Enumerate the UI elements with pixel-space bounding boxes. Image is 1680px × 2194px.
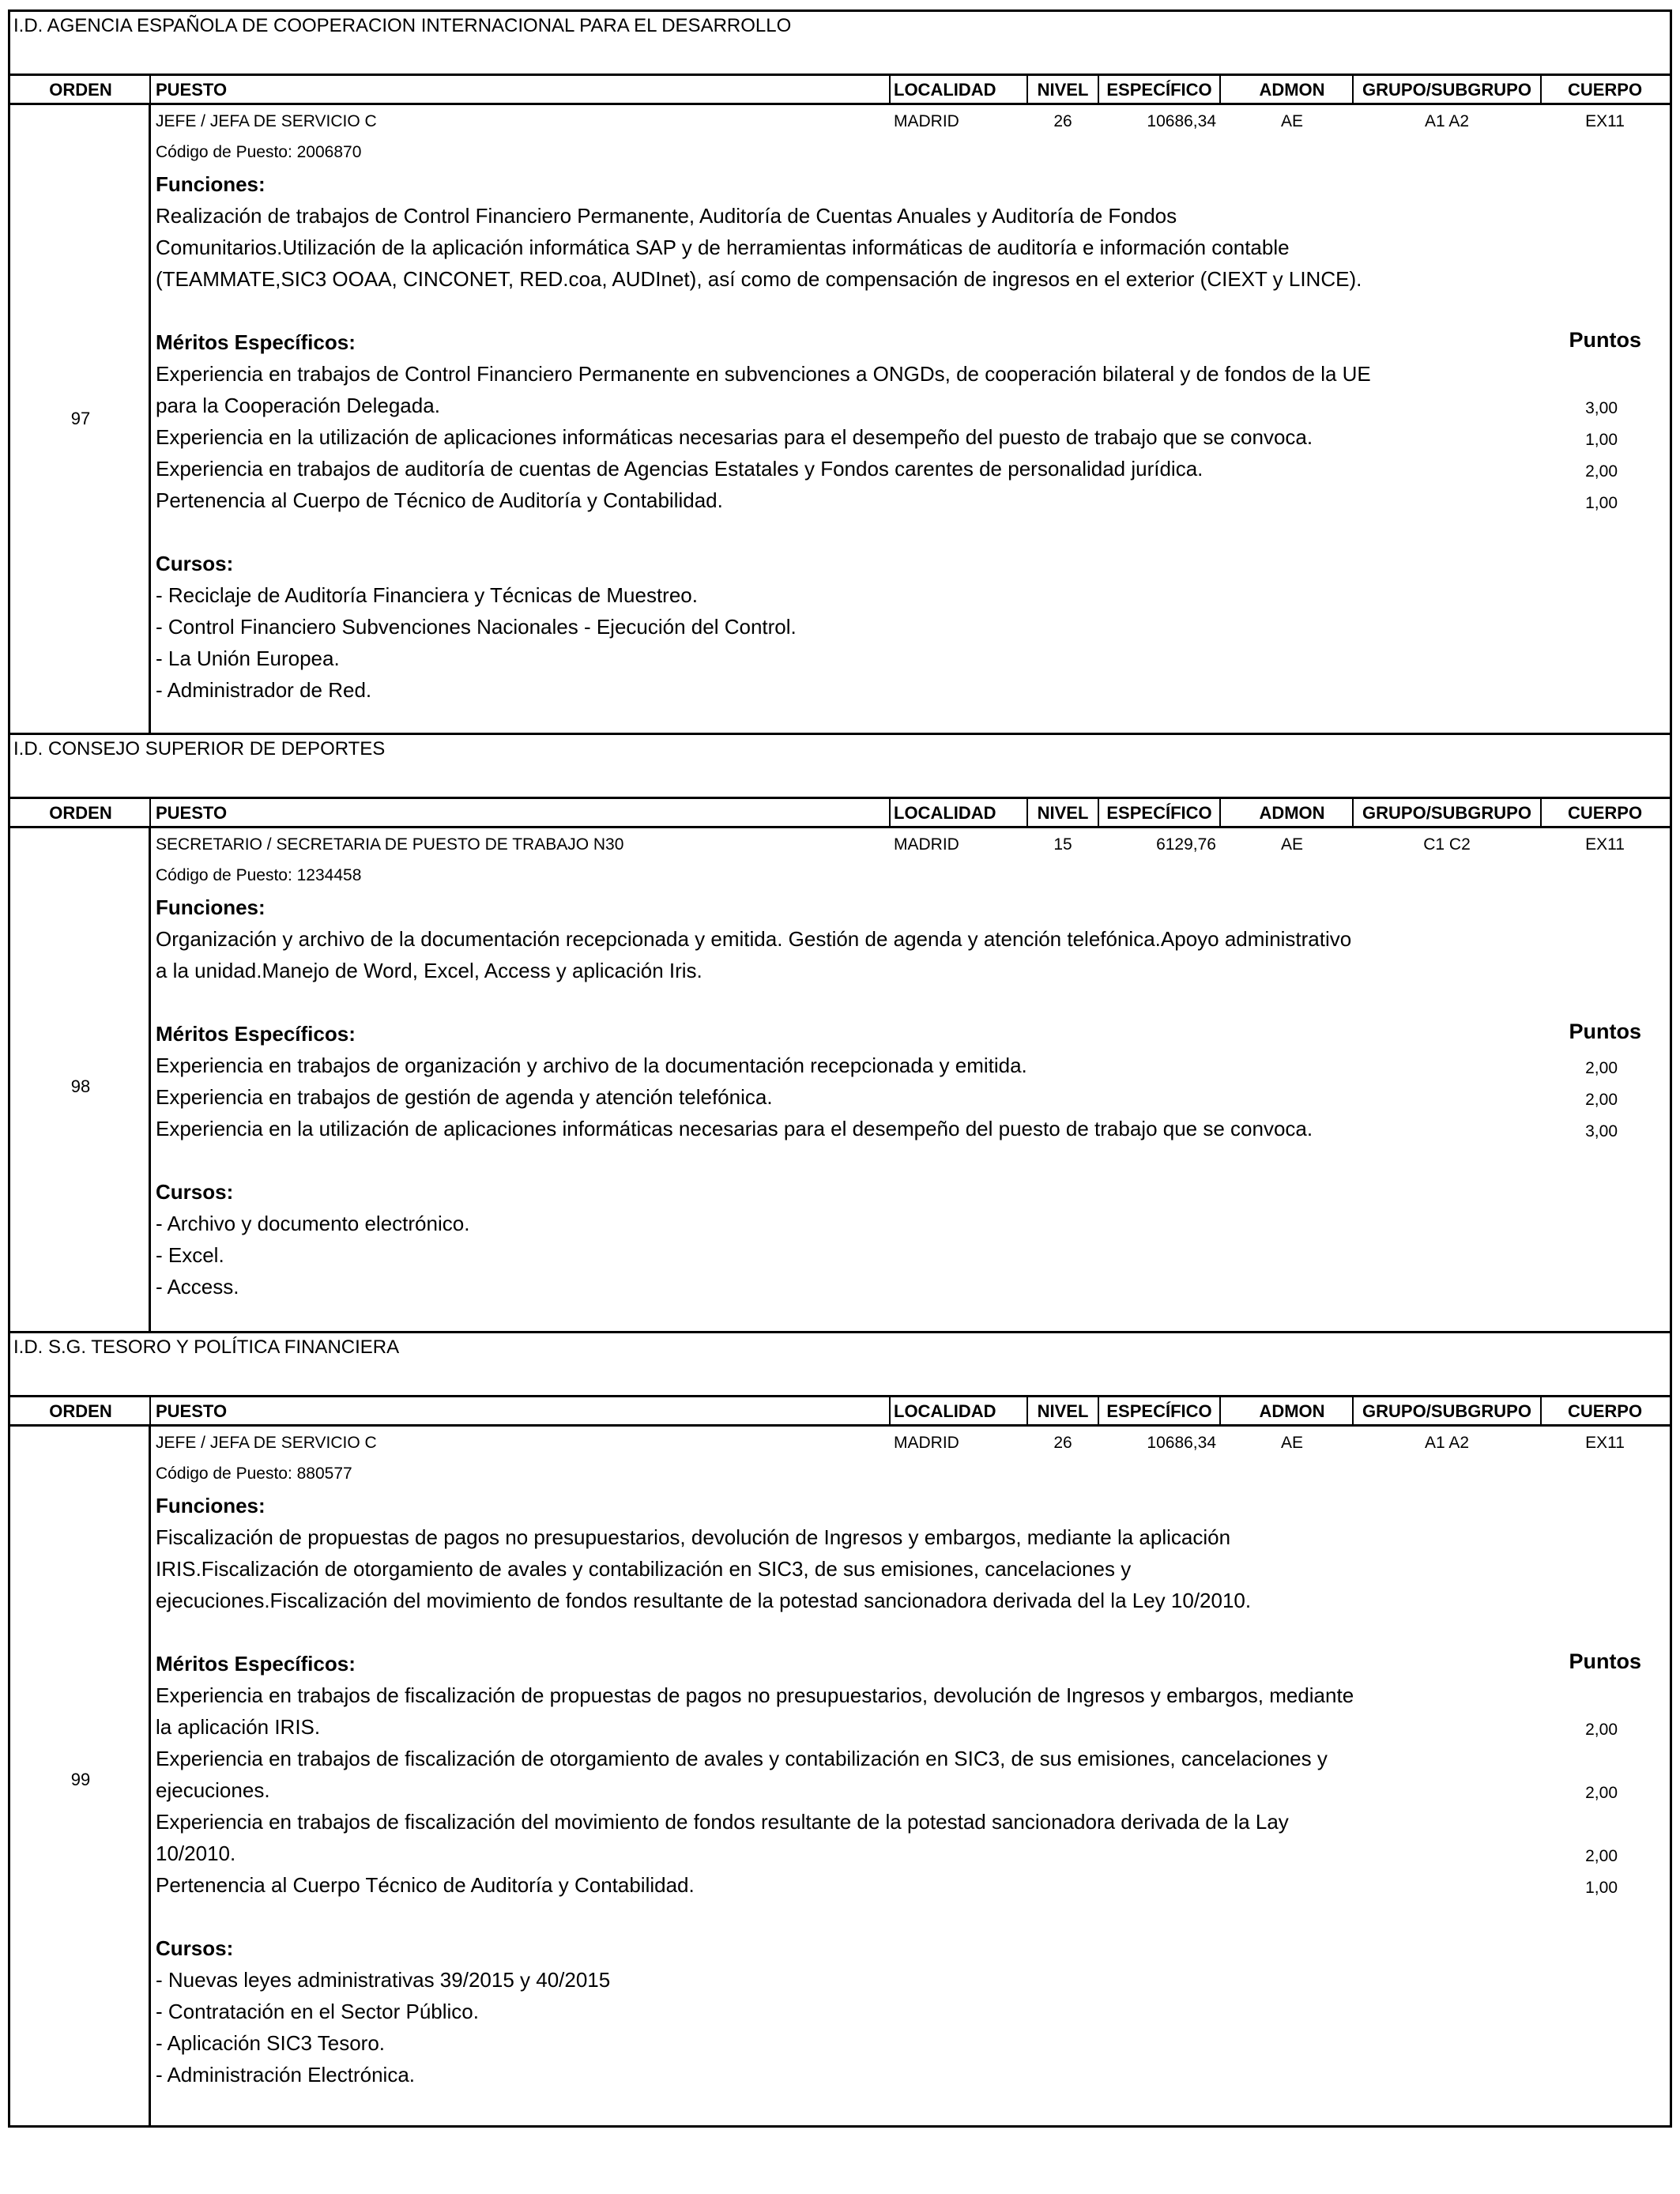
header-cuerpo: CUERPO xyxy=(1567,1401,1643,1421)
header-grupo: GRUPO/SUBGRUPO xyxy=(1362,803,1531,823)
merito-line: Experiencia en la utilización de aplicaciones informáticas necesarias para el desempeño del puesto de trabajo que se convoca. xyxy=(156,1117,1313,1140)
cuerpo-value: EX11 xyxy=(1585,835,1625,854)
header-puesto: PUESTO xyxy=(156,1401,228,1421)
admon-value: AE xyxy=(1280,1434,1303,1452)
merito-line: Experiencia en trabajos de gestión de agenda y atención telefónica. xyxy=(156,1085,773,1109)
header-nivel: NIVEL xyxy=(1037,80,1089,100)
header-admon: ADMON xyxy=(1259,1401,1325,1421)
curso-item: - La Unión Europea. xyxy=(156,647,340,670)
merito-puntos: 1,00 xyxy=(1585,431,1618,449)
meritos-heading: Méritos Específicos: xyxy=(156,330,356,354)
merito-line: Experiencia en trabajos de fiscalización de propuestas de pagos no presupuestarios, devolución de Ingresos y embargos, mediante xyxy=(156,1683,1354,1707)
funciones-line: ejecuciones.Fiscalización del movimiento de fondos resultante de la potestad sancionadora derivada del la Ley 10/2010. xyxy=(156,1589,1252,1612)
curso-item: - Control Financiero Subvenciones Nacionales - Ejecución del Control. xyxy=(156,615,797,639)
header-puesto: PUESTO xyxy=(156,80,228,100)
merito-line: ejecuciones. xyxy=(156,1778,270,1802)
puntos-heading: Puntos xyxy=(1569,328,1641,352)
nivel-value: 26 xyxy=(1053,1434,1072,1452)
curso-item: - Archivo y documento electrónico. xyxy=(156,1212,470,1235)
funciones-line: Organización y archivo de la documentación recepcionada y emitida. Gestión de agenda y atención telefónica.Apoyo administrativo xyxy=(156,927,1352,951)
funciones-line: (TEAMMATE,SIC3 OOAA, CINCONET, RED.coa, AUDInet), así como de compensación de ingresos en el exterior (CIEXT y LINCE). xyxy=(156,267,1362,291)
localidad-value: MADRID xyxy=(894,112,959,130)
column-header-row xyxy=(10,797,1670,828)
orden-number: 99 xyxy=(70,1770,91,1789)
funciones-heading: Funciones: xyxy=(156,895,266,919)
section-csd xyxy=(8,733,1672,1333)
merito-line: la aplicación IRIS. xyxy=(156,1715,321,1739)
merito-line: para la Cooperación Delegada. xyxy=(156,394,440,417)
header-orden: ORDEN xyxy=(49,80,112,100)
header-especifico: ESPECÍFICO xyxy=(1106,803,1212,823)
cuerpo-value: EX11 xyxy=(1585,112,1625,130)
especifico-value: 6129,76 xyxy=(1156,835,1216,854)
header-admon: ADMON xyxy=(1259,80,1325,100)
funciones-line: Realización de trabajos de Control Financiero Permanente, Auditoría de Cuentas Anuales y Auditoría de Fondos xyxy=(156,204,1177,228)
localidad-value: MADRID xyxy=(894,1434,959,1452)
header-localidad: LOCALIDAD xyxy=(894,1401,996,1421)
header-grupo: GRUPO/SUBGRUPO xyxy=(1362,80,1531,100)
header-nivel: NIVEL xyxy=(1037,803,1089,823)
curso-item: - Aplicación SIC3 Tesoro. xyxy=(156,2031,385,2055)
nivel-value: 26 xyxy=(1053,112,1072,130)
merito-puntos: 2,00 xyxy=(1585,1721,1618,1739)
merito-puntos: 2,00 xyxy=(1585,1091,1618,1109)
merito-line: Experiencia en trabajos de organización y archivo de la documentación recepcionada y emitida. xyxy=(156,1054,1027,1077)
codigo-puesto: Código de Puesto: 2006870 xyxy=(156,143,362,161)
column-header-row xyxy=(10,1395,1670,1427)
codigo-puesto: Código de Puesto: 880577 xyxy=(156,1465,352,1483)
header-cuerpo: CUERPO xyxy=(1567,803,1643,823)
merito-puntos: 1,00 xyxy=(1585,1879,1618,1897)
curso-item: - Excel. xyxy=(156,1243,224,1267)
orden-number: 97 xyxy=(70,409,91,428)
grupo-value: A1 A2 xyxy=(1424,1434,1470,1452)
details-block xyxy=(156,892,1499,1302)
puesto-name: JEFE / JEFA DE SERVICIO C xyxy=(156,1434,377,1452)
header-especifico: ESPECÍFICO xyxy=(1106,80,1212,100)
puntos-heading: Puntos xyxy=(1569,1649,1641,1673)
merito-line: Pertenencia al Cuerpo Técnico de Auditoría y Contabilidad. xyxy=(156,1873,695,1897)
cursos-heading: Cursos: xyxy=(156,1936,234,1960)
details-block xyxy=(156,1490,1499,2090)
merito-line: Experiencia en la utilización de aplicaciones informáticas necesarias para el desempeño del puesto de trabajo que se convoca. xyxy=(156,425,1313,449)
merito-puntos: 3,00 xyxy=(1585,399,1618,417)
merito-line: Experiencia en trabajos de Control Financiero Permanente en subvenciones a ONGDs, de cooperación bilateral y de fondos de la UE xyxy=(156,362,1371,386)
details-block xyxy=(156,168,1499,706)
admon-value: AE xyxy=(1280,112,1303,130)
funciones-line: Comunitarios.Utilización de la aplicación informática SAP y de herramientas informáticas de auditoría e información contable xyxy=(156,236,1290,259)
merito-line: Experiencia en trabajos de auditoría de cuentas de Agencias Estatales y Fondos carentes de personalidad jurídica. xyxy=(156,457,1203,481)
curso-item: - Administrador de Red. xyxy=(156,678,372,702)
funciones-line: a la unidad.Manejo de Word, Excel, Access y aplicación Iris. xyxy=(156,959,703,982)
header-admon: ADMON xyxy=(1259,803,1325,823)
merito-puntos: 1,00 xyxy=(1585,494,1618,512)
merito-puntos: 3,00 xyxy=(1585,1122,1618,1140)
organization-title: I.D. S.G. TESORO Y POLÍTICA FINANCIERA xyxy=(13,1336,400,1358)
grupo-value: C1 C2 xyxy=(1423,835,1471,854)
merito-line: Experiencia en trabajos de fiscalización del movimiento de fondos resultante de la potestad sancionadora derivada de la Lay xyxy=(156,1810,1289,1834)
funciones-heading: Funciones: xyxy=(156,1494,266,1517)
section-tesoro xyxy=(8,1331,1672,2128)
header-orden: ORDEN xyxy=(49,803,112,823)
admon-value: AE xyxy=(1280,835,1303,854)
puesto-name: JEFE / JEFA DE SERVICIO C xyxy=(156,112,377,130)
cursos-heading: Cursos: xyxy=(156,1180,234,1204)
header-especifico: ESPECÍFICO xyxy=(1106,1401,1212,1421)
funciones-heading: Funciones: xyxy=(156,172,266,196)
merito-line: Pertenencia al Cuerpo de Técnico de Auditoría y Contabilidad. xyxy=(156,488,723,512)
orden-number: 98 xyxy=(70,1076,91,1096)
funciones-line: IRIS.Fiscalización de otorgamiento de avales y contabilización en SIC3, de sus emisiones, cancelaciones y xyxy=(156,1557,1132,1581)
merito-line: 10/2010. xyxy=(156,1842,236,1865)
merito-puntos: 2,00 xyxy=(1585,1059,1618,1077)
curso-item: - Reciclaje de Auditoría Financiera y Técnicas de Muestreo. xyxy=(156,583,698,607)
merito-puntos: 2,00 xyxy=(1585,1784,1618,1802)
organization-title: I.D. AGENCIA ESPAÑOLA DE COOPERACION INTERNACIONAL PARA EL DESARROLLO xyxy=(13,15,792,36)
cursos-heading: Cursos: xyxy=(156,552,234,575)
merito-puntos: 2,00 xyxy=(1585,462,1618,481)
header-puesto: PUESTO xyxy=(156,803,228,823)
localidad-value: MADRID xyxy=(894,835,959,854)
curso-item: - Contratación en el Sector Público. xyxy=(156,2000,479,2023)
header-grupo: GRUPO/SUBGRUPO xyxy=(1362,1401,1531,1421)
section-aecid xyxy=(8,9,1672,735)
merito-puntos: 2,00 xyxy=(1585,1847,1618,1865)
puntos-heading: Puntos xyxy=(1569,1020,1641,1043)
curso-item: - Administración Electrónica. xyxy=(156,2063,416,2087)
especifico-value: 10686,34 xyxy=(1147,1434,1216,1452)
codigo-puesto: Código de Puesto: 1234458 xyxy=(156,866,362,884)
nivel-value: 15 xyxy=(1053,835,1072,854)
funciones-line: Fiscalización de propuestas de pagos no presupuestarios, devolución de Ingresos y embargos, mediante la aplicación xyxy=(156,1525,1231,1549)
curso-item: - Nuevas leyes administrativas 39/2015 y 40/2015 xyxy=(156,1968,611,1992)
header-localidad: LOCALIDAD xyxy=(894,80,996,100)
header-orden: ORDEN xyxy=(49,1401,112,1421)
merito-line: Experiencia en trabajos de fiscalización de otorgamiento de avales y contabilización en SIC3, de sus emisiones, cancelaciones y xyxy=(156,1747,1328,1770)
header-localidad: LOCALIDAD xyxy=(894,803,996,823)
column-header-row xyxy=(10,74,1670,105)
especifico-value: 10686,34 xyxy=(1147,112,1216,130)
grupo-value: A1 A2 xyxy=(1424,112,1470,130)
meritos-heading: Méritos Específicos: xyxy=(156,1022,356,1046)
curso-item: - Access. xyxy=(156,1275,239,1299)
header-cuerpo: CUERPO xyxy=(1567,80,1643,100)
puesto-name: SECRETARIO / SECRETARIA DE PUESTO DE TRABAJO N30 xyxy=(156,835,624,854)
cuerpo-value: EX11 xyxy=(1585,1434,1625,1452)
header-nivel: NIVEL xyxy=(1037,1401,1089,1421)
meritos-heading: Méritos Específicos: xyxy=(156,1652,356,1676)
organization-title: I.D. CONSEJO SUPERIOR DE DEPORTES xyxy=(13,738,386,760)
